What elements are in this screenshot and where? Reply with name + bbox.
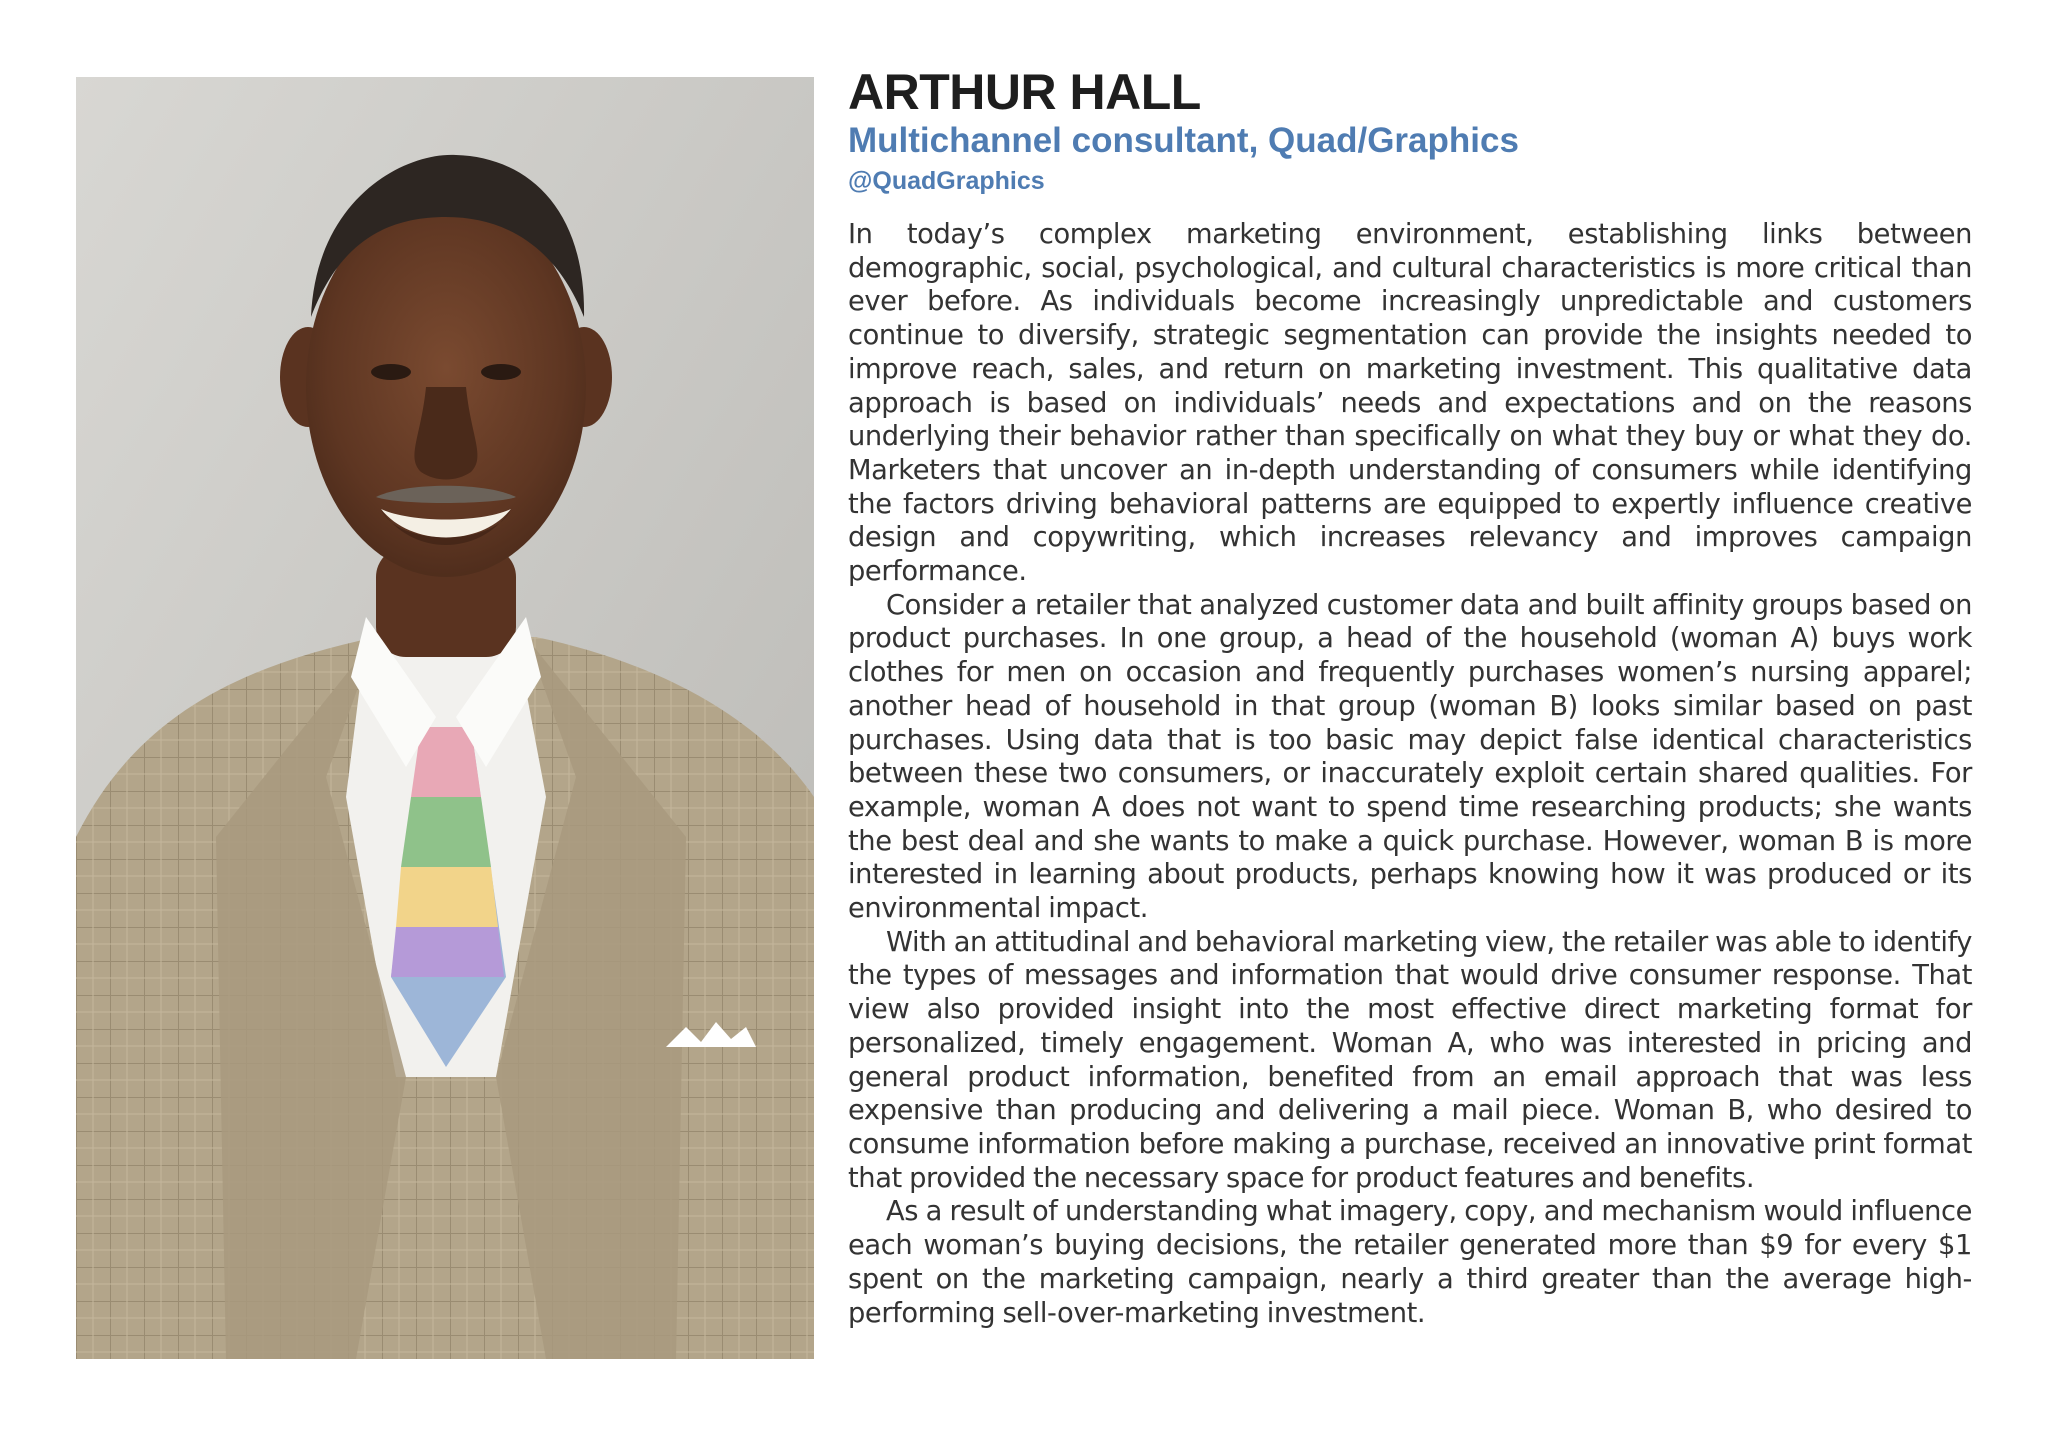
article [848,64,1972,1330]
article-body [848,218,1972,1330]
article-paragraph-1: In today’s complex marketing environment, establishing links between demographic, social, psychological, and cultural characteristics is more critical than ever before. As individuals become increasingly unpredictable and customers continue to diversify, strategic segmentation can provide the insights needed to improve reach, sales, and return on marketing investment. This qualitative data approach is based on individuals’ needs and expectations and on the reasons underlying their behavior rather than specifically on what they buy or what they do. Marketers that uncover an in-depth understanding of consumers while identifying the factors driving behavioral patterns are equipped to expertly influence creative design and copywriting, which increases relevancy and improves campaign performance. [848,219,1972,588]
author-title: Multichannel consultant, Quad/Graphics [848,121,1519,160]
article-paragraph-3: With an attitudinal and behavioral marketing view, the retailer was able to identify the types of messages and information that would drive consumer response. That view also provided insight into the most effective direct marketing format for personalized, timely engagement. Woman A, who was interested in pricing and general product information, benefited from an email approach that was less expensive than producing and delivering a mail piece. Woman B, who desired to consume information before making a purchase, received an innovative print format that provided the necessary space for product features and benefits. [848,926,1972,1194]
author-name: ARTHUR HALL [848,64,1201,120]
portrait-photo [76,77,814,1359]
article-paragraph-2: Consider a retailer that analyzed customer data and built affinity groups based on product purchases. In one group, a head of the household (woman A) buys work clothes for men on occasion and frequently purchases women’s nursing apparel; another head of household in that group (woman B) looks similar based on past purchases. Using data that is too basic may depict false identical characteristics between these two consumers, or inaccurately exploit certain shared qualities. For example, woman A does not want to spend time researching products; she wants the best deal and she wants to make a quick purchase. However, woman B is more interested in learning about products, perhaps knowing how it was produced or its environmental impact. [848,589,1972,925]
author-social-handle: @QuadGraphics [848,167,1045,195]
portrait-illustration [76,77,814,1359]
article-paragraph-4: As a result of understanding what imagery, copy, and mechanism would influence each woman’s buying decisions, the retailer generated more than $9 for every $1 spent on the marketing campaign, nearly a third greater than the average high-performing sell-over-marketing investment. [848,1196,1972,1329]
